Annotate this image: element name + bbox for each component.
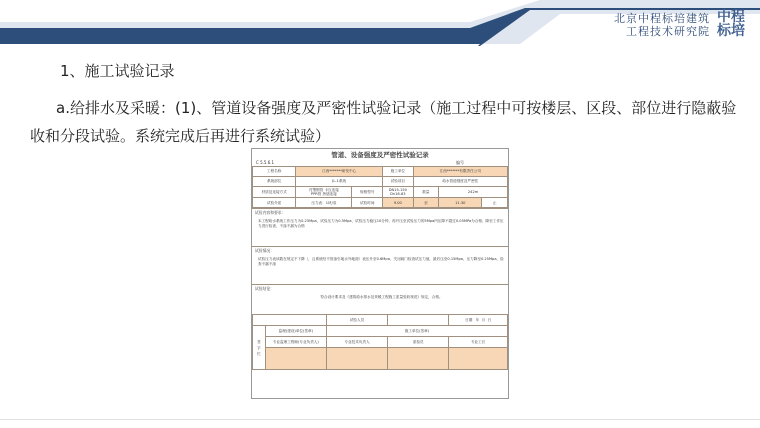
brand-logo-bottom: 标培 xyxy=(717,23,745,39)
section-paragraph: a.给排水及采暖：(1)、管道设备强度及严密性试验记录（施工过程中可按楼层、区段、部位进行隐蔽验收和分段试验。系统完成后再进行系统试验） xyxy=(30,99,737,145)
section-heading: 1、施工试验记录 xyxy=(60,62,175,80)
signature-box xyxy=(265,348,326,370)
signature-box xyxy=(449,348,508,370)
conclusion-label: 试验结论： xyxy=(255,286,274,292)
form-cell: 242m xyxy=(439,187,508,198)
brand-line-2: 工程技术研究院 xyxy=(626,25,710,38)
form-cell: 工程名称 xyxy=(253,167,296,177)
sig-col-tech-lead: 专业技术负责人 xyxy=(326,337,387,348)
requirements-label: 试验内容和要求： xyxy=(255,210,286,216)
sig-side-char: 栏 xyxy=(257,351,261,356)
date-day: 日 xyxy=(487,318,492,323)
date-year: 年 xyxy=(475,318,480,323)
brand-name xyxy=(614,12,710,38)
sig-col-foreman: 专业工长 xyxy=(449,337,508,348)
construction-unit-label: 施工单位(签章) xyxy=(326,326,507,337)
supervision-unit-label: 监理(建设)单位(签章) xyxy=(265,326,326,337)
form-cell: 江西*******研发中心 xyxy=(296,167,383,177)
form-cell: 试验项目 xyxy=(383,177,414,187)
tester-row xyxy=(253,315,508,326)
form-number-label: 编号 xyxy=(456,160,464,165)
form-code: C 5.5.6.1 xyxy=(256,160,275,165)
signature-fill-row xyxy=(253,348,508,370)
signature-table xyxy=(252,314,508,370)
brand xyxy=(614,10,746,40)
form-cell: 施工单位 xyxy=(383,167,414,177)
form-row xyxy=(253,187,508,198)
form-cell: 材质及连接方式 xyxy=(253,187,296,198)
conclusion-block xyxy=(252,284,508,314)
form-row xyxy=(253,177,508,187)
form-row xyxy=(253,198,508,208)
form-cell: 压力表：1块/泵 xyxy=(296,198,352,208)
sig-side-char: 签 xyxy=(257,339,261,344)
form-cell: JL-1系统 xyxy=(296,177,383,187)
form-cell: 11.30 xyxy=(439,198,482,208)
date-label: 日期 xyxy=(465,318,473,323)
form-cell: 止 xyxy=(482,198,508,208)
form-cell: 系统部位 xyxy=(253,177,296,187)
signature-box xyxy=(388,348,449,370)
header-banner xyxy=(0,0,760,48)
brand-logo xyxy=(716,10,746,40)
test-record-form xyxy=(251,148,509,399)
form-cell: 给水管道强度及严密性 xyxy=(413,177,507,187)
form-cell: 试验时间 xyxy=(352,198,383,208)
form-cell: 衬塑钢管 卡压连接 PPR管 热熔连接 xyxy=(296,187,352,198)
signature-header-row xyxy=(253,326,508,337)
requirements-text: 本工程给水系统工作压力为0.25Mpa，试验压力为0.5Mpa，试验压力稳压10分钟，再升压至试验压力的5Mpa内压降不超过0.05MPa为合格；降至工作压力进行检查，不渗不漏为合格 xyxy=(258,219,504,228)
form-info-table xyxy=(252,166,508,208)
form-cell: 数量 xyxy=(413,187,439,198)
form-row xyxy=(253,167,508,177)
form-cell: 规格型号 xyxy=(352,187,383,198)
form-cell: 至 xyxy=(413,198,439,208)
date-month: 月 xyxy=(481,318,486,323)
form-cell xyxy=(388,315,449,326)
conclusion-text: 符合设计要求及《建筑给水排水及采暖工程施工质量验收规范》规定，合格。 xyxy=(320,295,443,299)
requirements-block xyxy=(252,208,508,246)
form-cell: DN15-150 Dn16-63 xyxy=(383,187,414,198)
signature-side-label xyxy=(253,326,266,370)
brand-line-1: 北京中程标培建筑 xyxy=(614,12,710,25)
signature-cols-row xyxy=(253,337,508,348)
sig-col-inspector: 质检员 xyxy=(388,337,449,348)
sig-col-supervisor: 专业监理工程师(专业负责人) xyxy=(265,337,326,348)
bottom-divider xyxy=(0,419,760,420)
form-title: 管道、设备强度及严密性试验记录 xyxy=(331,151,429,159)
form-cell: 江西*******有限责任公司 xyxy=(413,167,507,177)
tester-label: 试验人员 xyxy=(326,315,387,326)
signature-box xyxy=(326,348,387,370)
form-cell: 试验介质 xyxy=(253,198,296,208)
record-block xyxy=(252,246,508,284)
form-cell: 9.00 xyxy=(383,198,414,208)
sig-side-char: 字 xyxy=(257,345,261,350)
record-label: 试验情况： xyxy=(255,248,274,254)
date-cell xyxy=(449,315,508,326)
record-text: 试验压力表读数在规定不下降（，且系统经不管渗引地水外地面）表压升至0.6Mpa，关闭阀门检查试压力值，最后压至0.15Mpa，压力降至0.25Mpa，检查不漏不渗 xyxy=(258,257,504,266)
brand-logo-top: 中程 xyxy=(717,9,745,25)
form-cell xyxy=(253,315,327,326)
